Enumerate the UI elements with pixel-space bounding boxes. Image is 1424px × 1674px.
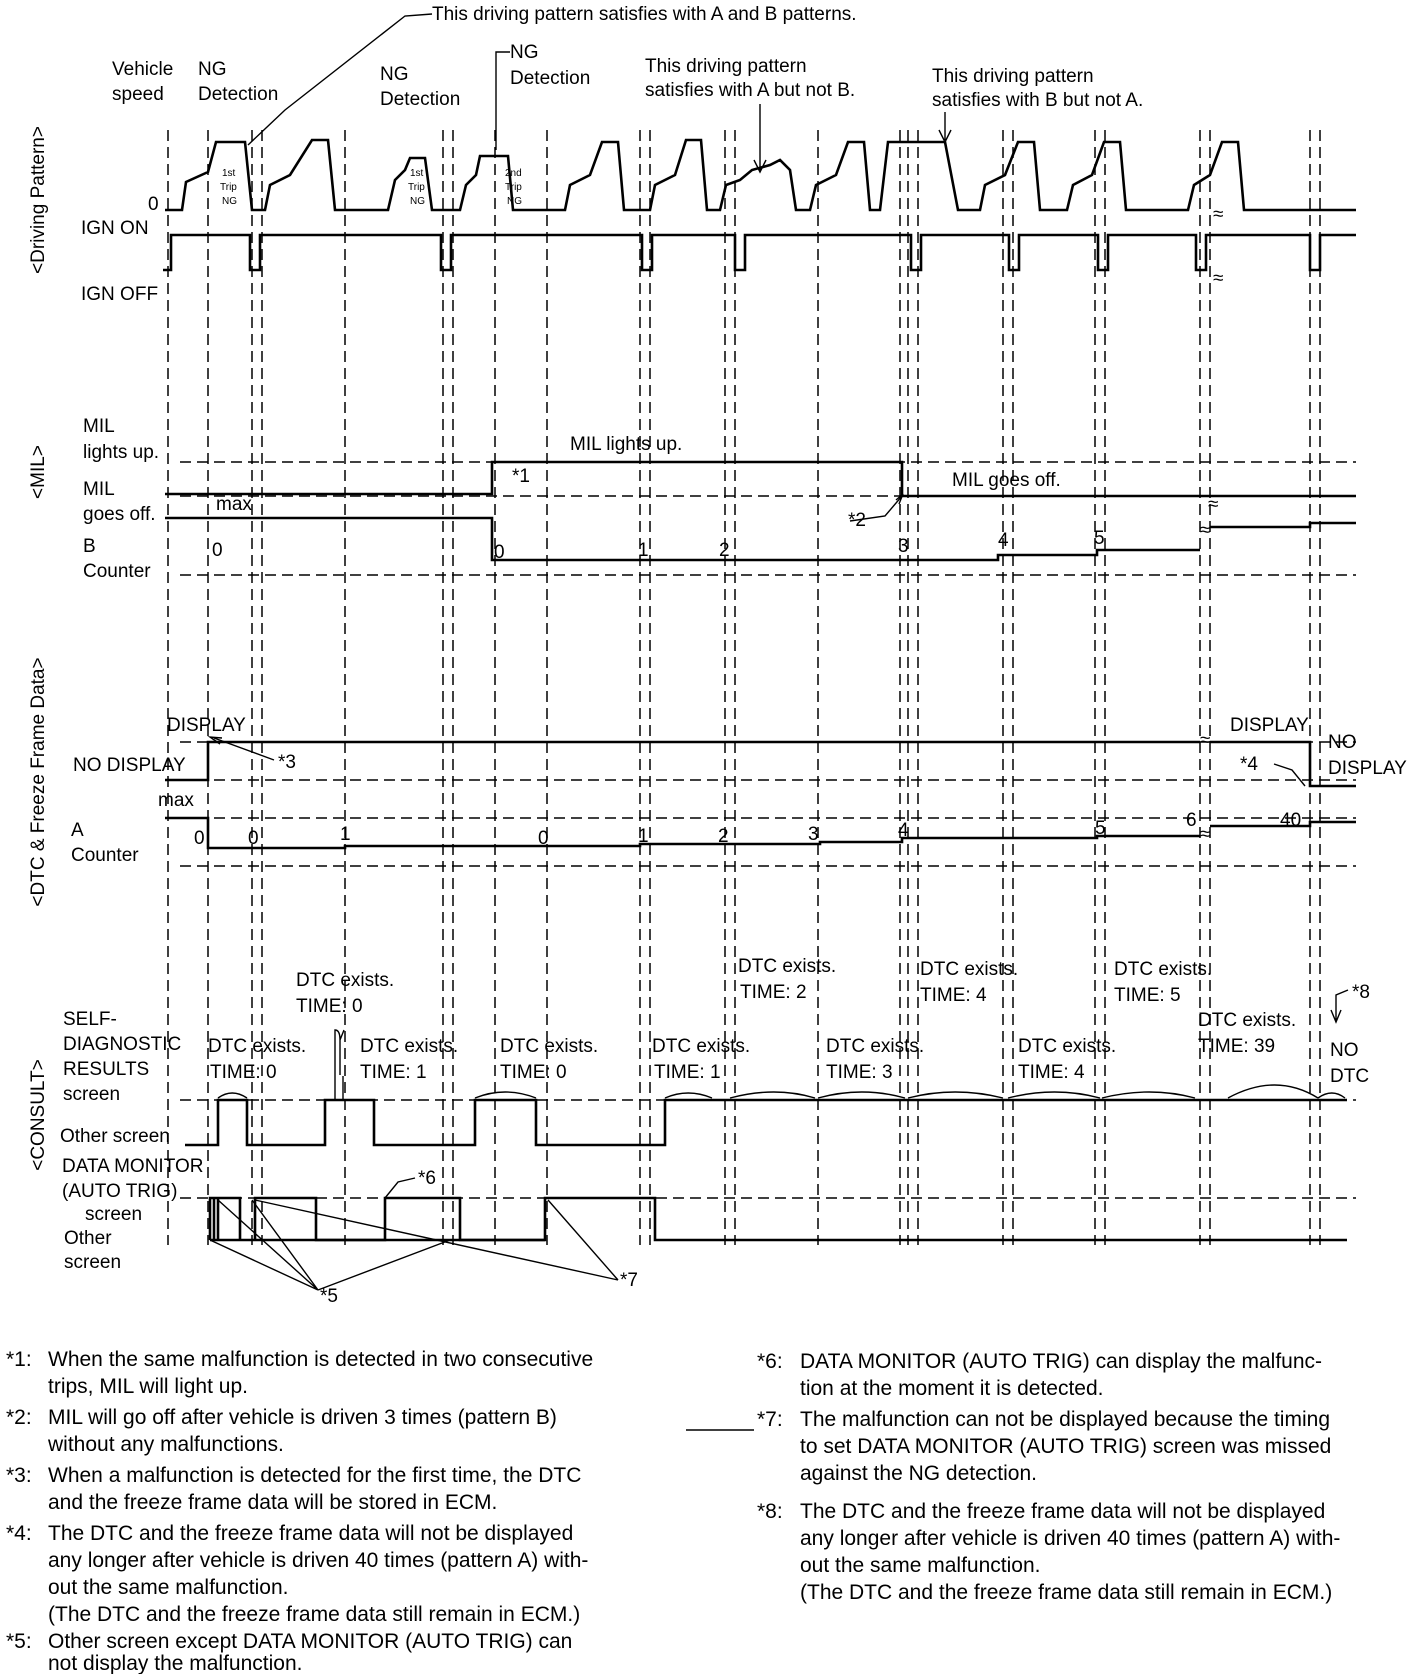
svg-text:DTC exists.: DTC exists. <box>652 1036 751 1057</box>
note-2 <box>6 1406 557 1456</box>
svg-text:tion at the moment it is detec: tion at the moment it is detected. <box>800 1377 1104 1400</box>
svg-text:MIL: MIL <box>83 479 115 500</box>
svg-text:0: 0 <box>148 194 159 215</box>
svg-text:≈: ≈ <box>1208 494 1219 515</box>
svg-text:TIME: 39: TIME: 39 <box>1198 1036 1276 1057</box>
svg-text:to set DATA MONITOR (AUTO TRIG: to set DATA MONITOR (AUTO TRIG) screen was missed <box>800 1435 1332 1458</box>
svg-text:TIME: 1: TIME: 1 <box>360 1062 427 1083</box>
svg-text:speed: speed <box>112 84 164 105</box>
svg-text:IGN OFF: IGN OFF <box>81 284 159 305</box>
dtc-section <box>71 715 1407 866</box>
svg-text:1st: 1st <box>222 168 236 179</box>
svg-text:IGN ON: IGN ON <box>81 218 149 239</box>
svg-text:≈: ≈ <box>1200 520 1211 541</box>
svg-text:TIME: 0: TIME: 0 <box>210 1062 277 1083</box>
svg-text:DIAGNOSTIC: DIAGNOSTIC <box>63 1034 182 1055</box>
svg-text:5: 5 <box>1094 528 1105 549</box>
svg-text:without any malfunctions.: without any malfunctions. <box>48 1433 284 1456</box>
svg-text:TIME: 0: TIME: 0 <box>500 1062 567 1083</box>
svg-text:Other screen except DATA MONIT: Other screen except DATA MONITOR (AUTO TRIG) can <box>48 1630 573 1653</box>
svg-text:NG: NG <box>222 196 237 207</box>
svg-text:≈: ≈ <box>1200 824 1211 845</box>
svg-text:RESULTS: RESULTS <box>63 1059 150 1080</box>
svg-text:Counter: Counter <box>83 561 151 582</box>
svg-text:NG: NG <box>198 59 227 80</box>
svg-text:DTC exists.: DTC exists. <box>208 1036 307 1057</box>
svg-text:A: A <box>71 820 84 841</box>
svg-text:any longer after vehicle is dr: any longer after vehicle is driven 40 times (pattern A) with- <box>48 1549 589 1572</box>
svg-text:*4:: *4: <box>6 1522 32 1545</box>
footnotes <box>6 1348 1340 1674</box>
svg-text:DTC exists.: DTC exists. <box>738 956 837 977</box>
svg-text:TIME: 5: TIME: 5 <box>1114 985 1181 1006</box>
svg-text:Trip: Trip <box>408 182 425 193</box>
svg-text:*7: *7 <box>620 1270 638 1291</box>
svg-text:NG: NG <box>510 42 539 63</box>
svg-text:NO: NO <box>1328 732 1357 753</box>
svg-text:NG: NG <box>380 64 409 85</box>
section-mil: <MIL> <box>28 445 49 499</box>
note-1 <box>6 1348 593 1398</box>
svg-text:(The DTC and the freeze frame: (The DTC and the freeze frame data still remain in ECM.) <box>48 1603 581 1626</box>
svg-text:TIME: 1: TIME: 1 <box>654 1062 721 1083</box>
svg-text:MIL goes off.: MIL goes off. <box>952 470 1061 491</box>
svg-text:Vehicle: Vehicle <box>112 59 174 80</box>
svg-text:DTC exists.: DTC exists. <box>920 959 1019 980</box>
svg-text:The malfunction can not be dis: The malfunction can not be displayed because the timing <box>800 1408 1330 1431</box>
svg-text:*5:: *5: <box>6 1630 32 1653</box>
svg-text:DISPLAY: DISPLAY <box>1328 758 1407 779</box>
svg-text:goes off.: goes off. <box>83 504 156 525</box>
note-3 <box>6 1464 581 1514</box>
svg-text:TIME: 4: TIME: 4 <box>920 985 987 1006</box>
svg-text:against the NG detection.: against the NG detection. <box>800 1462 1037 1485</box>
svg-text:*8:: *8: <box>757 1500 783 1523</box>
svg-text:(The DTC and the freeze frame: (The DTC and the freeze frame data still remain in ECM.) <box>800 1581 1333 1604</box>
svg-text:any longer after vehicle is dr: any longer after vehicle is driven 40 times (pattern A) with- <box>800 1527 1341 1550</box>
svg-text:screen: screen <box>85 1204 143 1225</box>
svg-text:trips, MIL will light up.: trips, MIL will light up. <box>48 1375 248 1398</box>
svg-text:DTC exists.: DTC exists. <box>826 1036 925 1057</box>
svg-text:max: max <box>158 790 194 811</box>
svg-text:Detection: Detection <box>380 89 461 110</box>
svg-text:0: 0 <box>212 540 223 561</box>
svg-text:*1: *1 <box>512 466 530 487</box>
section-driving-pattern: <Driving Pattern> <box>28 126 49 274</box>
svg-text:DISPLAY: DISPLAY <box>167 715 246 736</box>
svg-text:DTC exists.: DTC exists. <box>296 970 395 991</box>
svg-text:MIL: MIL <box>83 416 115 437</box>
svg-text:Trip: Trip <box>220 182 237 193</box>
svg-text:The DTC and the freeze frame d: The DTC and the freeze frame data will not be displayed <box>800 1500 1326 1523</box>
note-6 <box>757 1350 1322 1400</box>
svg-text:*7:: *7: <box>757 1408 783 1431</box>
svg-text:out the same malfunction.: out the same malfunction. <box>48 1576 289 1599</box>
svg-text:The DTC and the freeze frame d: The DTC and the freeze frame data will not be displayed <box>48 1522 574 1545</box>
svg-text:Other: Other <box>64 1228 112 1249</box>
svg-text:DTC exists.: DTC exists. <box>1114 959 1213 980</box>
svg-text:0: 0 <box>248 828 259 849</box>
svg-text:*4: *4 <box>1240 754 1258 775</box>
svg-text:lights up.: lights up. <box>83 442 160 463</box>
svg-text:TIME: 0: TIME: 0 <box>296 996 363 1017</box>
svg-text:(AUTO TRIG): (AUTO TRIG) <box>62 1181 178 1202</box>
svg-text:TIME: 3: TIME: 3 <box>826 1062 893 1083</box>
svg-text:B: B <box>83 536 96 557</box>
svg-text:*2: *2 <box>848 510 866 531</box>
svg-text:≈: ≈ <box>1200 730 1211 751</box>
svg-text:1: 1 <box>638 826 649 847</box>
svg-text:Trip: Trip <box>505 182 522 193</box>
svg-text:DTC exists.: DTC exists. <box>1198 1010 1297 1031</box>
svg-text:*2:: *2: <box>6 1406 32 1429</box>
svg-text:Detection: Detection <box>198 84 279 105</box>
svg-text:MIL lights up.: MIL lights up. <box>570 434 683 455</box>
note-8 <box>757 1500 1340 1604</box>
svg-text:not display the malfunction.: not display the malfunction. <box>48 1652 303 1674</box>
svg-text:Detection: Detection <box>510 68 591 89</box>
svg-text:4: 4 <box>898 820 909 841</box>
svg-text:40: 40 <box>1280 810 1302 831</box>
svg-text:*3:: *3: <box>6 1464 32 1487</box>
svg-text:2nd: 2nd <box>505 168 522 179</box>
svg-text:out the same malfunction.: out the same malfunction. <box>800 1554 1041 1577</box>
svg-text:3: 3 <box>898 536 909 557</box>
svg-text:5: 5 <box>1095 818 1106 839</box>
section-dtc-freeze-frame: <DTC & Freeze Frame Data> <box>28 657 49 907</box>
trip-boundary-lines <box>168 130 1320 1245</box>
note-7 <box>686 1408 1331 1485</box>
svg-text:NG: NG <box>507 196 522 207</box>
svg-text:SELF-: SELF- <box>63 1009 117 1030</box>
svg-text:NG: NG <box>410 196 425 207</box>
svg-text:2: 2 <box>718 826 729 847</box>
driving-pattern-annotations <box>81 4 1143 305</box>
svg-text:satisfies with B but not A.: satisfies with B but not A. <box>932 90 1144 111</box>
svg-text:0: 0 <box>538 828 549 849</box>
svg-text:This driving pattern satisfies: This driving pattern satisfies with A and B patterns. <box>432 4 857 25</box>
svg-text:0: 0 <box>494 542 505 563</box>
consult-section <box>60 956 1370 1307</box>
svg-text:TIME: 2: TIME: 2 <box>740 982 807 1003</box>
svg-text:This driving pattern: This driving pattern <box>932 66 1094 87</box>
svg-text:DATA MONITOR: DATA MONITOR <box>62 1156 204 1177</box>
section-consult: <CONSULT> <box>28 1059 49 1171</box>
note-5 <box>6 1630 572 1674</box>
svg-text:2: 2 <box>719 540 730 561</box>
svg-text:DTC exists.: DTC exists. <box>500 1036 599 1057</box>
svg-text:NO DISPLAY: NO DISPLAY <box>73 755 186 776</box>
svg-text:DISPLAY: DISPLAY <box>1230 715 1309 736</box>
mil-section <box>83 416 1356 582</box>
svg-text:*6:: *6: <box>757 1350 783 1373</box>
note-4 <box>6 1522 588 1626</box>
svg-text:When the same malfunction is d: When the same malfunction is detected in two consecutive <box>48 1348 594 1371</box>
svg-text:DTC exists.: DTC exists. <box>360 1036 459 1057</box>
svg-text:1st: 1st <box>410 168 424 179</box>
svg-text:TIME: 4: TIME: 4 <box>1018 1062 1085 1083</box>
svg-text:6: 6 <box>1186 810 1197 831</box>
svg-text:MIL will go off after vehicle: MIL will go off after vehicle is driven 3 times (pattern B) <box>48 1406 557 1429</box>
svg-text:3: 3 <box>808 824 819 845</box>
svg-text:*8: *8 <box>1352 982 1370 1003</box>
svg-text:screen: screen <box>63 1084 121 1105</box>
svg-text:DATA MONITOR (AUTO TRIG) can d: DATA MONITOR (AUTO TRIG) can display the malfunc- <box>800 1350 1323 1373</box>
svg-text:max: max <box>216 494 252 515</box>
svg-text:NO: NO <box>1330 1040 1359 1061</box>
level-reference-lines <box>180 462 1356 1198</box>
svg-text:Other screen: Other screen <box>60 1126 170 1147</box>
svg-text:DTC: DTC <box>1330 1066 1370 1087</box>
svg-text:*3: *3 <box>278 752 296 773</box>
svg-text:0: 0 <box>194 828 205 849</box>
svg-text:*5: *5 <box>320 1286 338 1307</box>
svg-text:4: 4 <box>998 530 1009 551</box>
svg-text:Counter: Counter <box>71 845 139 866</box>
svg-text:≈: ≈ <box>1213 204 1224 225</box>
svg-text:1: 1 <box>340 824 351 845</box>
svg-text:≈: ≈ <box>1213 268 1224 289</box>
svg-text:1: 1 <box>638 540 649 561</box>
svg-text:screen: screen <box>64 1252 122 1273</box>
svg-text:This driving pattern: This driving pattern <box>645 56 807 77</box>
svg-text:*1:: *1: <box>6 1348 32 1371</box>
svg-text:satisfies with A but not B.: satisfies with A but not B. <box>645 80 856 101</box>
svg-text:*6: *6 <box>418 1168 436 1189</box>
svg-text:DTC exists.: DTC exists. <box>1018 1036 1117 1057</box>
svg-text:and the freeze frame data will: and the freeze frame data will be stored in ECM. <box>48 1491 498 1514</box>
svg-text:When a malfunction is detected: When a malfunction is detected for the first time, the DTC <box>48 1464 582 1487</box>
